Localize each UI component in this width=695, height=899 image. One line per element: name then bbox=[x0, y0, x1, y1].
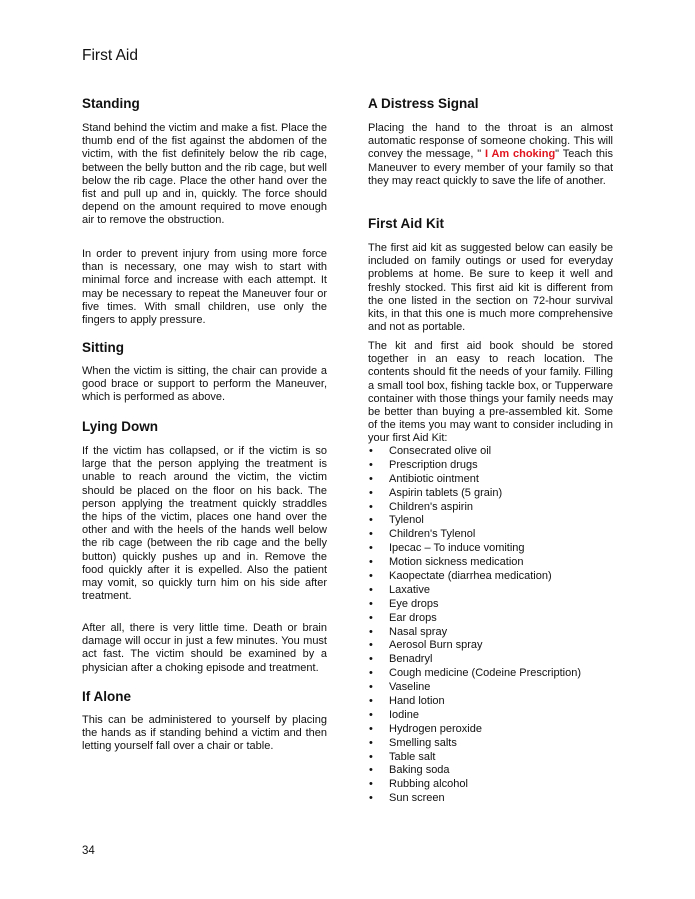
list-item: • Children's aspirin bbox=[368, 501, 581, 515]
paragraph: In order to prevent injury from using more force than is necessary, one may wish to start with minimal force and increase with each attempt. It may be necessary to repeat the Maneuver four or five times. With small children, use only the fingers to apply pressure. bbox=[82, 248, 327, 327]
list-item: • Sun screen bbox=[368, 792, 581, 806]
list-item: • Hydrogen peroxide bbox=[368, 723, 581, 737]
list-item: • Benadryl bbox=[368, 653, 581, 667]
paragraph: When the victim is sitting, the chair can provide a good brace or support to perform the Maneuver, which is performed as above. bbox=[82, 365, 327, 404]
heading-lying-down: Lying Down bbox=[82, 419, 158, 434]
list-item: • Smelling salts bbox=[368, 737, 581, 751]
list-item: • Motion sickness medication bbox=[368, 556, 581, 570]
heading-distress-signal: A Distress Signal bbox=[368, 96, 479, 111]
list-item: • Tylenol bbox=[368, 514, 581, 528]
paragraph: Stand behind the victim and make a fist. Place the thumb end of the fist against the abdomen of the victim, with the fist definitely below the rib cage, between the belly button and the rib cage, but well below the rib cage. Place the other hand over the fist and pull up and in, quickly. The force should depend on the amount required to move enough air to remove the obstruction. bbox=[82, 122, 327, 227]
list-item: • Cough medicine (Codeine Prescription) bbox=[368, 667, 581, 681]
list-item: • Baking soda bbox=[368, 764, 581, 778]
heading-sitting: Sitting bbox=[82, 340, 124, 355]
list-item: • Nasal spray bbox=[368, 626, 581, 640]
list-item: • Prescription drugs bbox=[368, 459, 581, 473]
heading-first-aid-kit: First Aid Kit bbox=[368, 216, 444, 231]
list-item: • Table salt bbox=[368, 751, 581, 765]
kit-items-list bbox=[368, 445, 581, 806]
paragraph: This can be administered to yourself by placing the hands as if standing behind a victim and then letting yourself fall over a chair or table. bbox=[82, 714, 327, 753]
text: Placing the hand to the throat is an almost automatic response of someone choking. This will convey the message, " bbox=[368, 122, 613, 161]
list-item: • Eye drops bbox=[368, 598, 581, 612]
list-item: • Hand lotion bbox=[368, 695, 581, 709]
heading-standing: Standing bbox=[82, 96, 140, 111]
list-item: • Aerosol Burn spray bbox=[368, 639, 581, 653]
running-header: First Aid bbox=[82, 47, 138, 64]
highlight-text: I Am choking bbox=[481, 148, 556, 161]
list-item: • Iodine bbox=[368, 709, 581, 723]
list-item: • Ear drops bbox=[368, 612, 581, 626]
paragraph bbox=[368, 122, 613, 188]
list-item: • Kaopectate (diarrhea medication) bbox=[368, 570, 581, 584]
list-item: • Ipecac – To induce vomiting bbox=[368, 542, 581, 556]
list-item: • Antibiotic ointment bbox=[368, 473, 581, 487]
list-item: • Children's Tylenol bbox=[368, 528, 581, 542]
paragraph: If the victim has collapsed, or if the victim is so large that the person applying the treatment is unable to reach around the victim, the victim should be placed on the floor on his back. The person applying the treatment quickly straddles the hips of the victim, places one hand over the other and with the heels of the hands well below the rib cage (between the rib cage and the belly button) quickly pushes up and in. Remove the food quickly after it is expelled. Also the patient may vomit, so quickly turn him on his side after treatment. bbox=[82, 445, 327, 603]
paragraph: After all, there is very little time. Death or brain damage will occur in just a few minutes. You must act fast. The victim should be examined by a physician after a choking episode and treatment. bbox=[82, 622, 327, 674]
list-item: • Vaseline bbox=[368, 681, 581, 695]
paragraph: The kit and first aid book should be stored together in an easy to reach location. The contents should fit the needs of your family. Filling a small tool box, fishing tackle box, or Tupperware container with those things your family needs may be better than buying a pre-assembled kit. Some of the items you may want to consider including in your first Aid Kit: bbox=[368, 340, 613, 445]
text: " Teach this Maneuver to every member of your family so that they may react quickly to save the life of another. bbox=[368, 148, 613, 187]
list-item: • Consecrated olive oil bbox=[368, 445, 581, 459]
page-number: 34 bbox=[82, 845, 95, 857]
list-item: • Aspirin tablets (5 grain) bbox=[368, 487, 581, 501]
list-item: • Rubbing alcohol bbox=[368, 778, 581, 792]
heading-if-alone: If Alone bbox=[82, 689, 131, 704]
paragraph: The first aid kit as suggested below can easily be included on family outings or used for everyday problems at home. Be sure to keep it well and freshly stocked. This first aid kit is different from the one listed in the section on 72-hour survival kits, in that this one is much more comprehensive and not as portable. bbox=[368, 242, 613, 334]
list-item: • Laxative bbox=[368, 584, 581, 598]
